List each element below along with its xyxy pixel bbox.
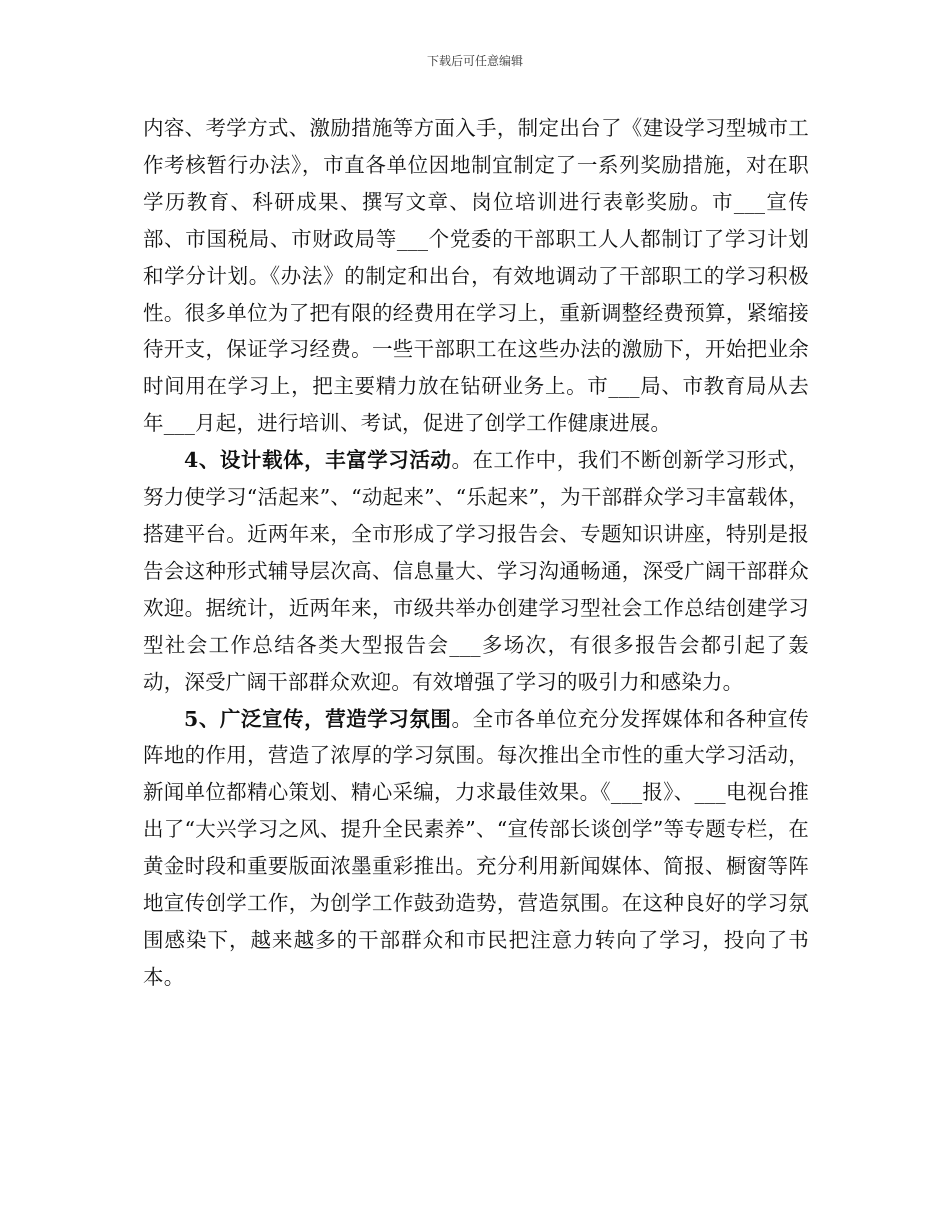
paragraph-section-4	[143, 442, 809, 700]
document-body	[143, 110, 809, 996]
paragraph-body: 内容、考学方式、激励措施等方面入手，制定出台了《建设学习型城市工作考核暂行办法》，市直各单位因地制宜制定了一系列奖励措施，对在职学历教育、科研成果、撰写文章、岗位培训进行表彰奖励。市___宣传部、市国税局、市财政局等___个党委的干部职工人人都制订了学习计划和学分计划。《办法》的制定和出台，有效地调动了干部职工的学习积极性。很多单位为了把有限的经费用在学习上，重新调整经费预算，紧缩接待开支，保证学习经费。一些干部职工在这些办法的激励下，开始把业余时间用在学习上，把主要精力放在钻研业务上。市___局、市教育局从去年___月起，进行培训、考试，促进了创学工作健康进展。	[143, 116, 809, 436]
section-heading-5: 5、广泛宣传，营造学习氛围	[184, 706, 452, 731]
section-heading-4: 4、设计载体，丰富学习活动	[184, 448, 452, 473]
paragraph-continued	[143, 110, 809, 442]
paragraph-body: 。全市各单位充分发挥媒体和各种宣传阵地的作用，营造了浓厚的学习氛围。每次推出全市性的重大学习活动，新闻单位都精心策划、精心采编，力求最佳效果。《___报》、___电视台推出了“大兴学习之风、提升全民素养”、“宣传部长谈创学”等专题专栏，在黄金时段和重要版面浓墨重彩推出。充分利用新闻媒体、简报、橱窗等阵地宣传创学工作，为创学工作鼓劲造势，营造氛围。在这种良好的学习氛围感染下，越来越多的干部群众和市民把注意力转向了学习，投向了书本。	[143, 706, 809, 989]
paragraph-section-5	[143, 701, 809, 996]
page-header: 下载后可任意编辑	[426, 54, 523, 68]
paragraph-body: 。在工作中，我们不断创新学习形式，努力使学习“活起来”、“动起来”、“乐起来”，为干部群众学习丰富载体，搭建平台。近两年来，全市形成了学习报告会、专题知识讲座，特别是报告会这种形式辅导层次高、信息量大、学习沟通畅通，深受广阔干部群众欢迎。据统计，近两年来，市级共举办创建学习型社会工作总结创建学习型社会工作总结各类大型报告会___多场次，有很多报告会都引起了轰动，深受广阔干部群众欢迎。有效增强了学习的吸引力和感染力。	[143, 448, 809, 694]
